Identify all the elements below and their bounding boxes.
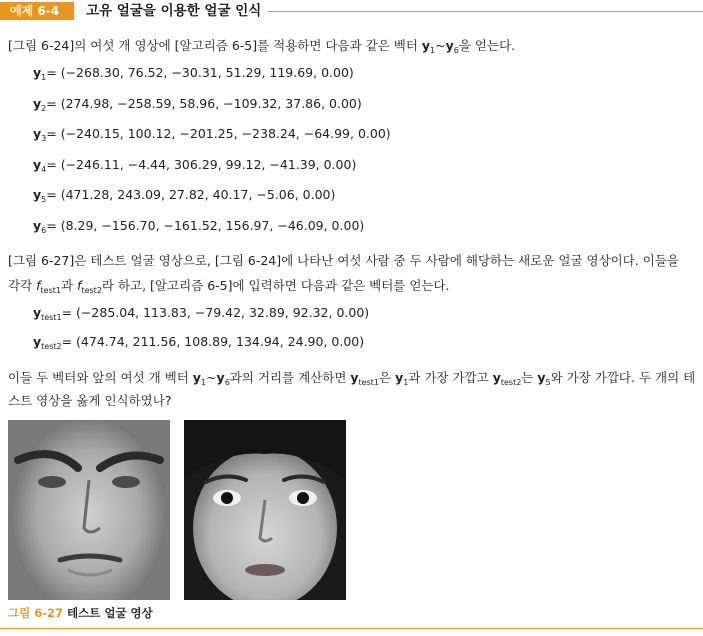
q-y-1: y (192, 370, 201, 385)
intro-tilde: ~ (435, 38, 446, 53)
vector-symbol: y (33, 187, 42, 202)
q-text-c: 은 (379, 370, 396, 385)
test-face-image-1 (8, 420, 170, 600)
vector-symbol: y (33, 217, 42, 233)
q-y-3: y (395, 370, 404, 385)
q-sub-test2: test2 (500, 378, 522, 387)
vector-values: = (471.28, 243.09, 27.82, 40.17, −5.06, 0.00) (46, 187, 336, 202)
figure-caption-number: 그림 6-27 (8, 606, 63, 620)
q-y-5: y (537, 370, 546, 385)
test_vector-values: = (−285.04, 113.83, −79.42, 32.89, 92.32, 0.00) (61, 305, 370, 320)
vector-6 (33, 216, 364, 241)
q-text-f: 와 가장 가깝다. 두 개의 테 (550, 370, 696, 385)
intro-y-symbol: y (421, 38, 431, 53)
vector-subscript: 3 (41, 134, 47, 143)
vector-values: = (−268.30, 76.52, −30.31, 51.29, 119.69, 0.00) (46, 65, 354, 80)
vector-1 (33, 63, 354, 88)
intro-sub-6: 6 (453, 46, 459, 55)
vector-subscript: 2 (41, 103, 47, 113)
vector-5 (33, 185, 335, 210)
test_vector-subscript: test2 (41, 342, 62, 351)
question-line-2: 스트 영상을 옳게 인식하였나? (8, 393, 172, 408)
example-header (0, 0, 703, 22)
sub-test2: test2 (81, 286, 102, 295)
test_vector-symbol: y (33, 334, 42, 349)
intro-y-symbol-2: y (445, 38, 454, 53)
vector-values: = (274.98, −258.59, 58.96, −109.32, 37.86, 0.00) (46, 95, 362, 111)
paragraph-2-line-2 (8, 273, 450, 303)
p2-text-b: 과 (60, 278, 78, 293)
q-text-d: 과 가장 가깝고 (408, 370, 493, 385)
example-badge: 예제 6-4 (0, 2, 74, 20)
q-sub-test1: test1 (358, 378, 379, 387)
vector-4 (33, 155, 356, 180)
vector-values: = (8.29, −156.70, −161.52, 156.97, −46.09, 0.00) (46, 217, 365, 233)
vector-2 (33, 94, 362, 119)
vector-values: = (−240.15, 100.12, −201.25, −238.24, −64.99, 0.00) (46, 126, 391, 141)
p2-text-a: 각각 (8, 278, 37, 293)
vector-subscript: 4 (41, 164, 47, 174)
intro-text-2: 을 얻는다. (458, 38, 516, 53)
f-symbol-1: f (36, 278, 41, 293)
test_vector-2 (33, 332, 364, 357)
figure-caption-text: 테스트 얼굴 영상 (63, 606, 153, 620)
vector-symbol: y (33, 95, 42, 111)
test-face-image-2 (184, 420, 346, 600)
q-y-test2: y (492, 370, 501, 385)
p2-text-c: 라 하고, [알고리즘 6-5]에 입력하면 다음과 같은 벡터를 얻는다. (101, 278, 450, 293)
test_vector-1 (33, 303, 369, 328)
intro-sub-1: 1 (430, 46, 436, 55)
q-sub-6: 6 (224, 378, 230, 387)
paragraph-2-line-1: [그림 6-27]은 테스트 얼굴 영상으로, [그림 6-24]에 나타난 여섯 사람 중 두 사람에 해당하는 새로운 얼굴 영상이다. 이들을 (8, 253, 679, 268)
q-text-b: 과의 거리를 계산하면 (229, 370, 351, 385)
test_vector-subscript: test1 (41, 313, 62, 322)
test_vector-symbol: y (33, 305, 42, 320)
vector-symbol: y (33, 65, 42, 80)
vector-subscript: 1 (41, 73, 47, 82)
vector-symbol: y (33, 126, 42, 141)
bottom-divider (0, 628, 703, 629)
q-text-e: 는 (521, 370, 538, 385)
intro-text-1: [그림 6-24]의 여섯 개 영상에 [알고리즘 6-5]를 적용하면 다음과 같은 벡터 (8, 38, 422, 53)
vector-values: = (−246.11, −4.44, 306.29, 99.12, −41.39, 0.00) (46, 156, 357, 172)
intro-paragraph (8, 33, 515, 63)
q-sub-1: 1 (200, 378, 207, 387)
test_vector-values: = (474.74, 211.56, 108.89, 134.94, 24.90, 0.00) (61, 334, 365, 349)
vector-symbol: y (33, 156, 42, 172)
q-y-2: y (216, 370, 225, 385)
q-sub-5: 5 (545, 378, 551, 387)
f-symbol-2: f (77, 278, 82, 293)
sub-test1: test1 (40, 286, 61, 295)
example-title: 고유 얼굴을 이용한 얼굴 인식 (86, 3, 262, 19)
q-sub-1b: 1 (403, 378, 409, 387)
q-y-test1: y (350, 370, 359, 385)
figure-caption (8, 605, 153, 621)
vector-subscript: 5 (41, 195, 47, 204)
vector-3 (33, 124, 391, 149)
q-text-a: 이들 두 벡터와 앞의 여섯 개 벡터 (8, 370, 193, 385)
q-tilde: ~ (206, 370, 217, 385)
vector-subscript: 6 (41, 225, 47, 235)
title-divider (268, 11, 703, 12)
